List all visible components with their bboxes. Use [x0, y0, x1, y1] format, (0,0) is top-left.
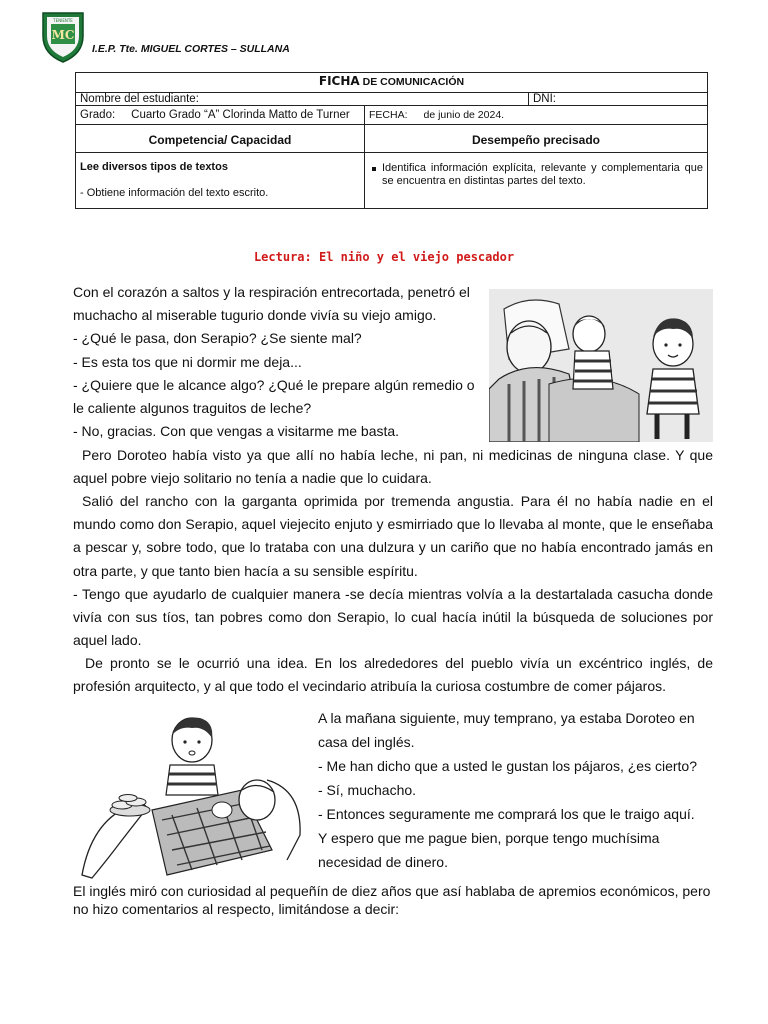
desempeno-header: Desempeño precisado [365, 125, 708, 153]
line: - Me han dicho que a usted le gustan los pájaros, ¿es cierto? [318, 758, 697, 774]
desempeno-text: Identifica información explícita, relevante y complementaria que se encuentra en distintas partes del texto. [382, 162, 703, 187]
line: A la mañana siguiente, muy temprano, ya estaba Doroteo en [318, 710, 695, 726]
reading-p4: - Tengo que ayudarlo de cualquier manera -se decía mientras volvía a la destartalada casucha donde vivía con sus tíos, tan pobres como don Serapio, lo cual hacía inútil la búsqueda de soluciones por aquel lado. [73, 586, 713, 649]
ficha-table [75, 72, 708, 209]
reading-p7: El inglés miró con curiosidad al pequeñín de diez años que así hablaba de apremios económicos, pero no hizo comentarios al respecto, limitándose a decir: [73, 883, 711, 917]
line: - No, gracias. Con que vengas a visitarme me basta. [73, 423, 400, 440]
reading-p3: Salió del rancho con la garganta oprimida por tremenda angustia. Para él no había nadie en el mundo como don Serapio, aquel viejecito enjuto y esmirriado que lo llevaba al monte, que le enseñaba a pescar y, sobre todo, que lo trataba con una dulzura y un cariño que no había encontrado jamás en otra parte, y que tanto bien hacía a su sensible espíritu. [73, 493, 713, 579]
line: Y espero que me pague bien, porque tengo muchísima [318, 830, 660, 846]
svg-text:TENIENTE: TENIENTE [53, 18, 73, 23]
line: Con el corazón a saltos y la respiración entrecortada, penetró el [73, 284, 470, 300]
school-name: I.E.P. Tte. MIGUEL CORTES – SULLANA [92, 43, 290, 55]
capacidad-text: - Obtiene información del texto escrito. [80, 187, 269, 199]
line: necesidad de dinero. [318, 854, 448, 870]
line: - ¿Quiere que le alcance algo? ¿Qué le prepare algún remedio o [73, 376, 475, 393]
illustration-boy-and-old-man [489, 289, 713, 442]
line: - ¿Qué le pasa, don Serapio? ¿Se siente mal? [73, 330, 362, 347]
reading-p6 [318, 706, 718, 874]
reading-p5: De pronto se le ocurrió una idea. En los alrededores del pueblo vivía un excéntrico inglés, de profesión arquitecto, y al que todo el vecindario atribuía la curiosa costumbre de comer pájaros. [73, 655, 713, 695]
line: - Es esta tos que ni dormir me deja... [73, 353, 302, 370]
reading-title: Lectura: El niño y el viejo pescador [253, 250, 515, 264]
line: muchacho al miserable tugurio donde vivía su viejo amigo. [73, 307, 437, 324]
desempeno-cell [365, 153, 708, 209]
reading-p2: Pero Doroteo había visto ya que allí no había leche, ni pan, ni medicinas de ninguna clase. Y que aquel pobre viejo solitario no tenía a nadie que lo cuidara. [73, 447, 713, 487]
competencia-cell [76, 153, 365, 209]
line: - Entonces seguramente me comprará los que le traigo aquí. [318, 806, 695, 822]
grade-cell: Grado: Cuarto Grado “A” Clorinda Matto de Turner [76, 106, 365, 125]
date-cell: FECHA: de junio de 2024. [365, 106, 708, 125]
competencia-header: Competencia/ Capacidad [76, 125, 365, 153]
bullet-icon [372, 167, 376, 171]
illustration-boy-with-coins [72, 710, 304, 880]
reading-p1 [73, 281, 483, 443]
svg-text:MC: MC [51, 28, 75, 42]
line: le caliente algunos traguitos de leche? [73, 400, 312, 417]
line: - Sí, muchacho. [318, 782, 417, 798]
ficha-title: FICHA DE COMUNICACIÓN [76, 73, 708, 93]
dni-field[interactable]: DNI: [529, 93, 708, 106]
school-crest [40, 10, 86, 64]
competencia-text: Lee diversos tipos de textos [80, 161, 228, 173]
line: casa del inglés. [318, 734, 415, 750]
student-name-field[interactable]: Nombre del estudiante: [76, 93, 529, 106]
